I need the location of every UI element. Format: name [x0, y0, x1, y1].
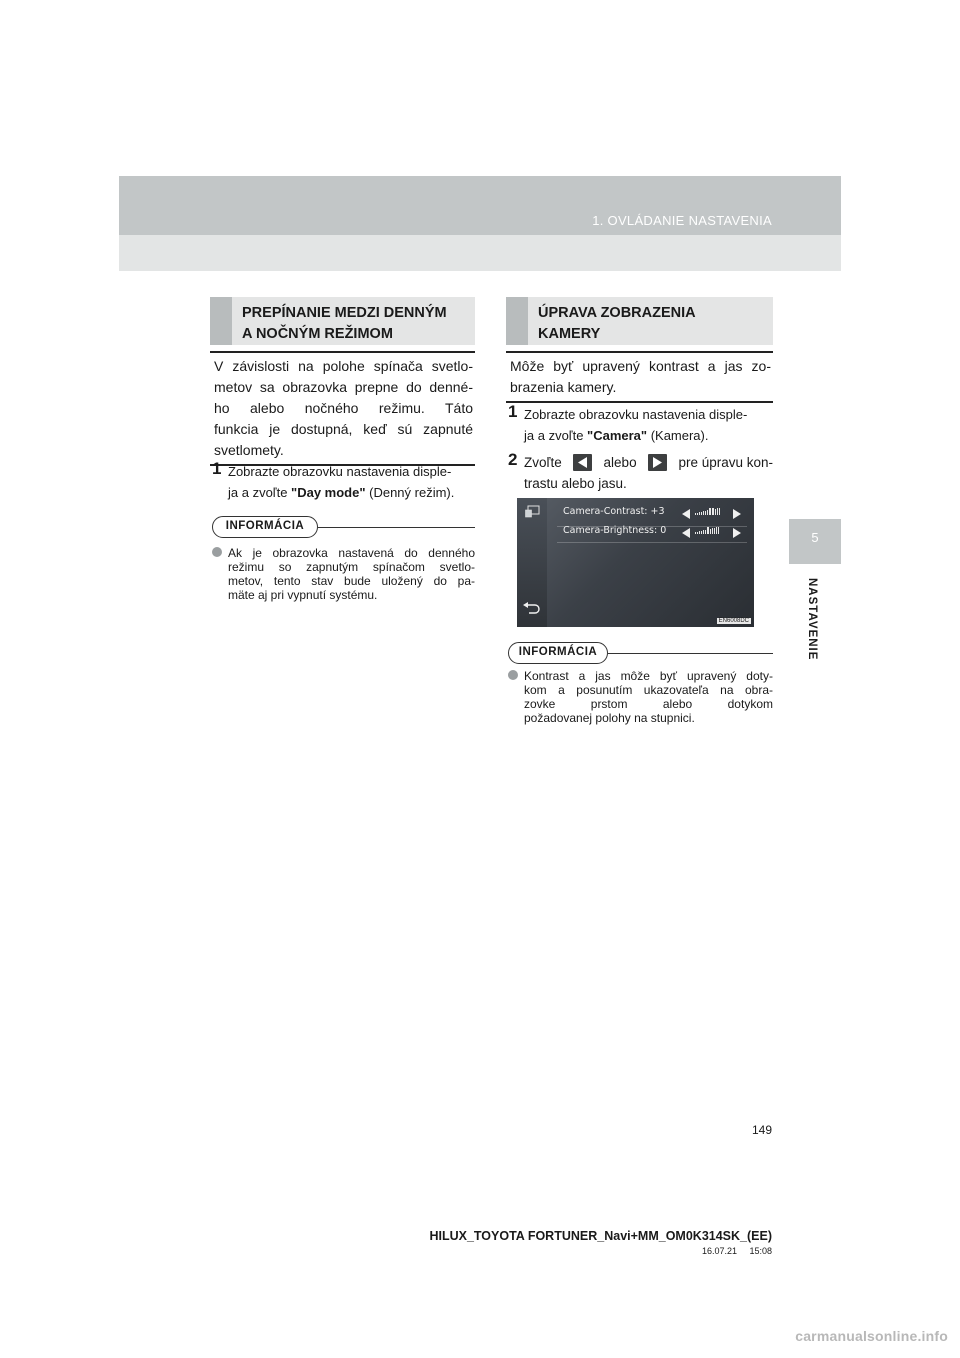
scale-tick — [697, 532, 698, 534]
heading-bar — [210, 297, 232, 345]
scale-tick — [703, 530, 704, 534]
back-icon[interactable] — [521, 601, 541, 615]
scale-tick — [716, 527, 717, 534]
watermark: carmanualsonline.info — [795, 1328, 948, 1344]
figure-code: EN6008DC — [718, 618, 749, 624]
intro-day-night: V závislosti na polohe spínača svetlo- metov sa obrazovka prepne do denné- ho alebo nočného režimu. Táto funkcia je dostupná, keď sú zapnuté svetlomety. — [210, 351, 475, 466]
info-rule — [318, 527, 475, 528]
contrast-scale[interactable] — [695, 508, 720, 515]
brightness-scale[interactable] — [695, 527, 719, 534]
chapter-number: 5 — [811, 530, 819, 545]
scale-tick — [714, 528, 715, 534]
header-subband — [119, 235, 841, 271]
contrast-decrease-icon[interactable] — [682, 506, 690, 516]
info-right: INFORMÁCIA Kontrast a jas môže byť upravený doty- kom a posunutím ukazovateľa na obra- zovke prstom alebo dotykom požadovanej polohy na stupnici. — [508, 642, 773, 752]
contrast-label: Camera-Contrast: +3 — [563, 506, 665, 517]
scale-tick — [701, 531, 702, 534]
chapter-label: NASTAVENIE — [806, 578, 818, 661]
camera-label: "Camera" — [587, 428, 648, 443]
heading-camera — [506, 297, 773, 345]
scale-tick — [699, 531, 700, 534]
info-rule — [608, 653, 773, 654]
info-label: INFORMÁCIA — [508, 642, 608, 664]
scale-tick — [712, 528, 713, 534]
scale-tick — [697, 513, 698, 515]
heading-bar — [506, 297, 528, 345]
step-number: 2 — [508, 450, 518, 469]
step-left-1: 1 Zobrazte obrazovku nastavenia disple- ja a zvoľte "Day mode" (Denný režim). — [212, 459, 455, 500]
scale-tick — [718, 527, 719, 534]
scale-tick — [705, 530, 706, 534]
info-label: INFORMÁCIA — [212, 516, 318, 538]
heading-text: ÚPRAVA ZOBRAZENIA KAMERY — [538, 305, 696, 342]
bullet-icon — [508, 670, 518, 680]
section-title: 1. OVLÁDANIE NASTAVENIA — [592, 213, 772, 228]
brightness-increase-icon[interactable] — [733, 525, 741, 535]
heading-text: PREPÍNANIE MEDZI DENNÝM A NOČNÝM REŽIMOM — [242, 305, 447, 342]
camera-settings-screen — [517, 498, 754, 627]
scale-tick — [707, 510, 708, 515]
scale-tick — [705, 511, 706, 515]
brightness-decrease-icon[interactable] — [682, 525, 690, 535]
scale-tick — [695, 532, 696, 534]
scale-tick — [703, 511, 704, 515]
brightness-label: Camera-Brightness: 0 — [563, 525, 667, 536]
document-date: 16.07.21 15:08 — [701, 1246, 772, 1256]
scale-tick — [707, 527, 709, 534]
scale-tick — [719, 508, 720, 515]
scale-tick — [717, 508, 718, 515]
step-number: 1 — [212, 459, 222, 478]
left-arrow-icon — [573, 454, 592, 471]
intro-camera: Môže byť upravený kontrast a jas zo- brazenia kamery. — [506, 351, 773, 403]
scale-tick — [710, 529, 711, 534]
camera-settings-icon — [525, 505, 540, 518]
right-arrow-icon — [648, 454, 667, 471]
scale-tick — [709, 508, 711, 515]
scale-tick — [695, 513, 696, 515]
contrast-increase-icon[interactable] — [733, 506, 741, 516]
document-code: HILUX_TOYOTA FORTUNER_Navi+MM_OM0K314SK_(EE) — [429, 1229, 772, 1243]
scale-tick — [699, 512, 700, 515]
step-right-1: 1 Zobrazte obrazovku nastavenia disple- ja a zvoľte "Camera" (Kamera). — [508, 402, 748, 443]
step-number: 1 — [508, 402, 518, 421]
info-left: INFORMÁCIA Ak je obrazovka nastavená do denného režimu so zapnutým spínačom svetlo- metov, tento stav bude uložený do pa- mäte aj pri vypnutí systému. — [212, 516, 475, 606]
scale-tick — [701, 512, 702, 515]
scale-tick — [712, 508, 714, 515]
scale-tick — [715, 509, 716, 515]
day-mode-label: "Day mode" — [291, 485, 366, 500]
bullet-icon — [212, 547, 222, 557]
page-number: 149 — [751, 1123, 772, 1137]
heading-day-night — [210, 297, 475, 345]
step-right-2: 2 Zvoľte alebo pre úpravu kon- trastu alebo jasu. — [508, 450, 773, 491]
